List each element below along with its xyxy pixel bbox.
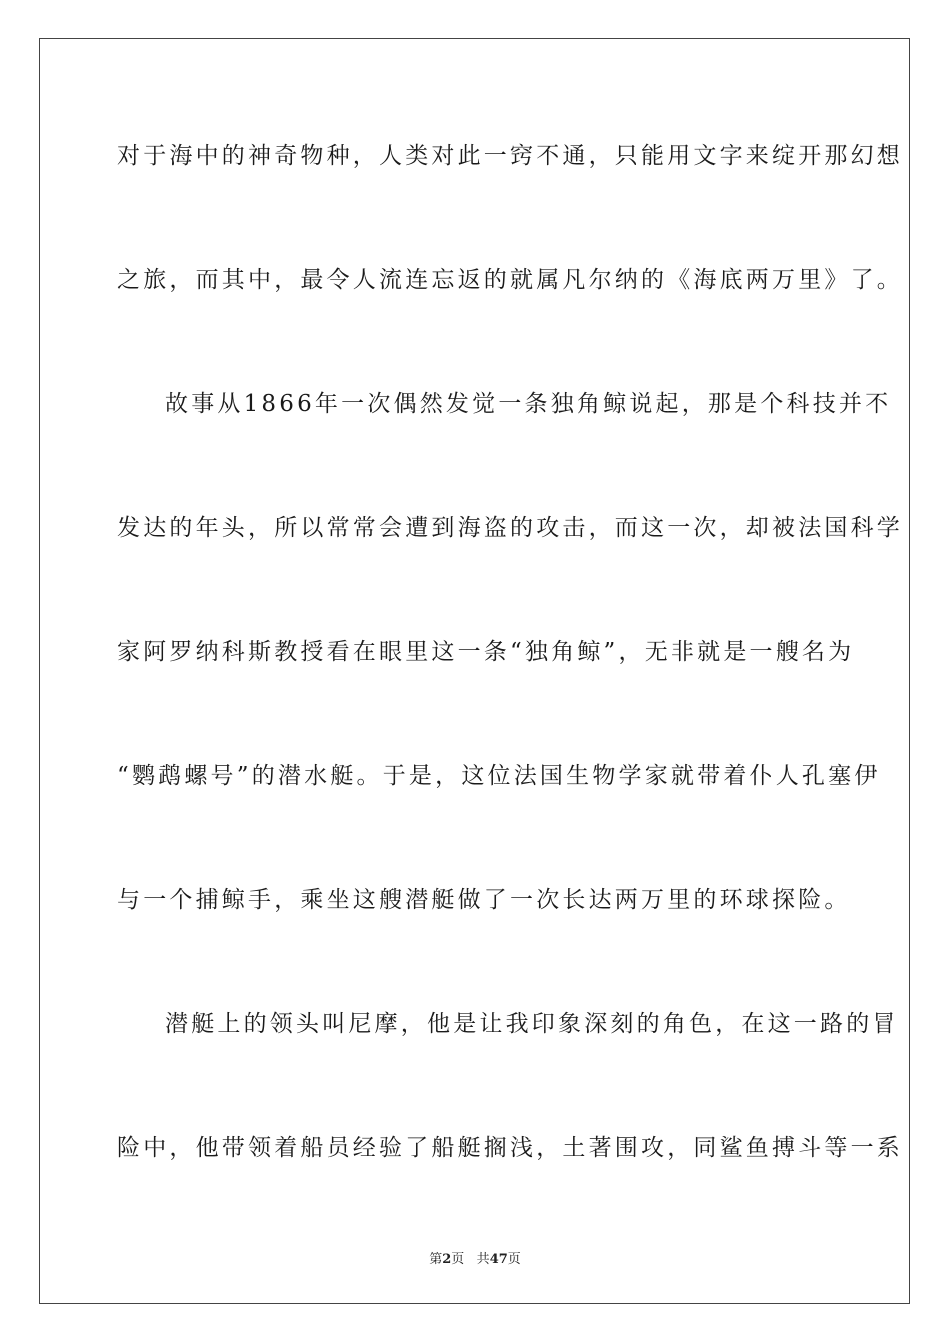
text-line: 家阿罗纳科斯教授看在眼里这一条“独角鲸”，无非就是一艘名为 — [117, 639, 855, 665]
text-line: “鹦鹉螺号”的潜水艇。于是，这位法国生物学家就带着仆人孔塞伊 — [117, 763, 881, 789]
text-line: 发达的年头，所以常常会遭到海盗的攻击，而这一次，却被法国科学 — [117, 515, 903, 541]
total-pages: 47 — [489, 1252, 508, 1267]
footer-total-prefix: 共 — [476, 1252, 490, 1267]
footer-prefix: 第 — [429, 1252, 443, 1267]
text-line: 潜艇上的领头叫尼摩，他是让我印象深刻的角色，在这一路的冒 — [165, 1011, 899, 1037]
text-line: 之旅，而其中，最令人流连忘返的就属凡尔纳的《海底两万里》了。 — [117, 267, 903, 293]
text-line: 与一个捕鲸手，乘坐这艘潜艇做了一次长达两万里的环球探险。 — [117, 887, 851, 913]
footer-page-suffix: 页 — [451, 1252, 465, 1267]
page-footer — [0, 1248, 950, 1267]
document-body — [117, 126, 903, 1242]
text-line: 险中，他带领着船员经验了船艇搁浅，土著围攻，同鲨鱼搏斗等一系 — [117, 1135, 903, 1161]
page-number: 2 — [442, 1252, 452, 1267]
text-line: 对于海中的神奇物种，人类对此一窍不通，只能用文字来绽开那幻想 — [117, 143, 903, 169]
footer-total-suffix: 页 — [507, 1252, 521, 1267]
text-line: 故事从1866年一次偶然发觉一条独角鲸说起，那是个科技并不 — [165, 391, 892, 417]
